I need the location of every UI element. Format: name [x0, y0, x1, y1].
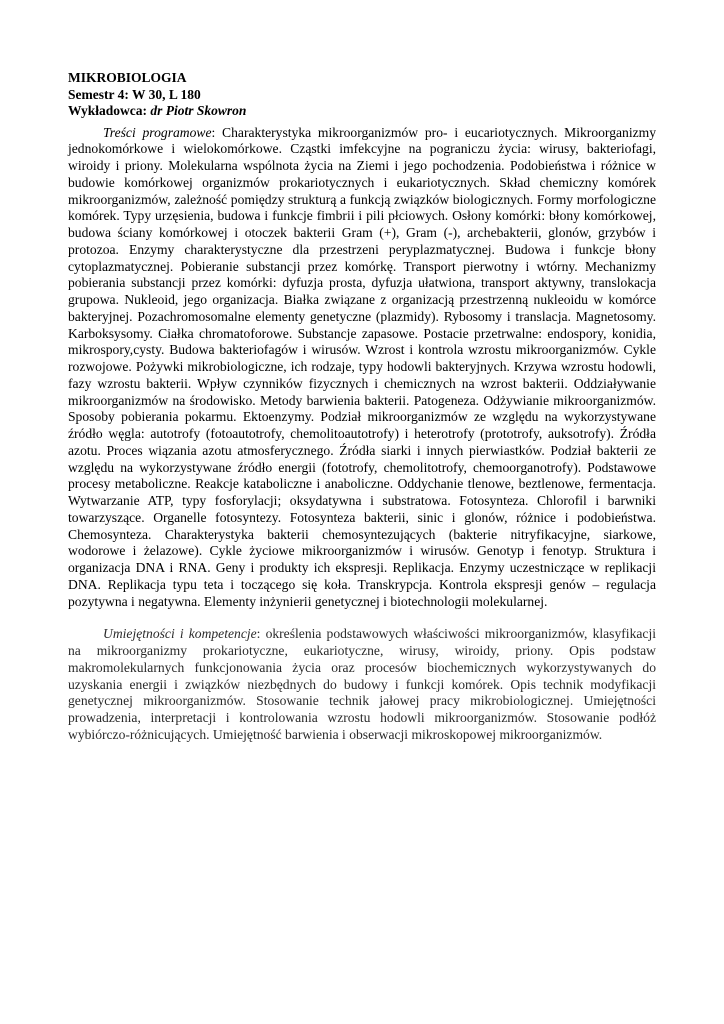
program-content-lead: Treści programowe — [103, 124, 212, 140]
program-content-paragraph — [68, 125, 656, 611]
skills-lead: Umiejętności i kompetencje — [103, 626, 257, 642]
skills-text: : określenia podstawowych właściwości mikroorganizmów, klasyfikacji na mikroorganizmy prokariotyczne, eukariotyczne, wirusy, wiroidy, priony. Opis podstaw makromolekularnych funkcjonowania życia oraz procesów biochemicznych wykorzystywanych do uzyskania energii i związków niezbędnych do budowy i funkcji komórek. Opis technik modyfikacji genetycznej mikroorganizmów. Stosowanie technik jałowej pracy mikrobiologicznej. Umiejętności prowadzenia, interpretacji i kontrolowania wzrostu hodowli mikroorganizmów. Stosowanie podłóż wybiórczo-różnicujących. Umiejętność barwienia i obserwacji mikroskopowej mikroorganizmów. — [68, 626, 656, 742]
syllabus-page — [68, 70, 656, 744]
lecturer-line — [68, 103, 656, 120]
skills-paragraph — [68, 626, 656, 743]
lecturer-label: Wykładowca: — [68, 103, 148, 118]
lecturer-name: dr Piotr Skowron — [150, 103, 247, 118]
course-title: MIKROBIOLOGIA — [68, 70, 187, 85]
semester-info: Semestr 4: W 30, L 180 — [68, 86, 201, 102]
course-header — [68, 70, 656, 120]
program-content-text: : Charakterystyka mikroorganizmów pro- i eucariotycznych. Mikroorganizmy jednokomórkowe i wielokomórkowe. Cząstki imfekcyjne na pograniczu życia: wirusy, bakteriofagi, wiroidy i priony. Molekularna wspólnota życia na Ziemi i jego pochodzenia. Podobieństwa i różnice w budowie komórkowej organizmów prokariotycznych i eukariotycznych. Skład chemiczny komórek mikroorganizmów, zależność pomiędzy strukturą a funkcją związków biologicznych. Formy morfologiczne komórek. Typy urzęsienia, budowa i funkcje fimbrii i pili płciowych. Osłony komórki: błony komórkowej, budowa ściany komórkowej i otoczek bakterii Gram (+), Gram (-), archebakterii, glonów, grzybów i protozoa. Enzymy charakterystyczne dla przestrzeni peryplazmatycznej. Budowa i funkcje błony cytoplazmatycznej. Pobieranie substancji przez komórkę. Transport pierwotny i wtórny. Mechanizmy pobierania substancji przez komórki: dyfuzja prosta, dyfuzja ułatwiona, transport aktywny, translokacja grupowa. Nukleoid, jego organizacja. Białka związane z organizacją przestrzenną nukleoidu w komórce bakteryjnej. Pozachromosomalne elementy genetyczne (plazmidy). Rybosomy i translacja. Magnetosomy. Karboksysomy. Ciałka chromatoforowe. Substancje zapasowe. Postacie przetrwalne: endospory, konidia, mikrospory,cysty. Budowa bakteriofagów i wirusów. Wzrost i kontrola wzrostu mikroorganizmów. Cykle rozwojowe. Pożywki mikrobiologiczne, ich rodzaje, typy hodowli bakteryjnych. Krzywa wzrostu hodowli, fazy wzrostu bakterii. Wpływ czynników fizycznych i chemicznych na wzrost bakterii. Oddziaływanie mikroorganizmów na środowisko. Metody barwienia bakterii. Patogeneza. Odżywianie mikroorganizmów. Sposoby pobierania pokarmu. Ektoenzymy. Podział mikroorganizmów ze względu na wykorzystywane źródło węgla: autotrofy (fotoautotrofy, chemolitoautotrofy) i heterotrofy (prototrofy, auksotrofy). Źródła azotu. Proces wiązania azotu atmosferycznego. Źródła siarki i innych pierwiastków. Podział bakterii ze względu na wykorzystywane źródło energii (fototrofy, chemolitotrofy, chemoorganotrofy). Podstawowe procesy metaboliczne. Reakcje kataboliczne i anaboliczne. Oddychanie tlenowe, beztlenowe, fermentacja. Wytwarzanie ATP, typy fosforylacji; oksydatywna i substratowa. Fotosynteza. Chlorofil i barwniki towarzyszące. Organelle fotosyntezy. Fotosynteza bakterii, sinic i glonów, różnice i podobieństwa. Chemosynteza. Charakterystyka bakterii chemosyntezujących (bakterie nitryfikacyjne, siarkowe, wodorowe i żelazowe). Cykle życiowe mikroorganizmów i wirusów. Genotyp i fenotyp. Struktura i organizacja DNA i RNA. Geny i produkty ich ekspresji. Replikacja. Enzymy uczestniczące w replikacji DNA. Replikacja typu teta i toczącego się koła. Transkrypcja. Kontrola ekspresji genów – regulacja pozytywna i negatywna. Elementy inżynierii genetycznej i biotechnologii molekularnej. — [68, 124, 656, 609]
